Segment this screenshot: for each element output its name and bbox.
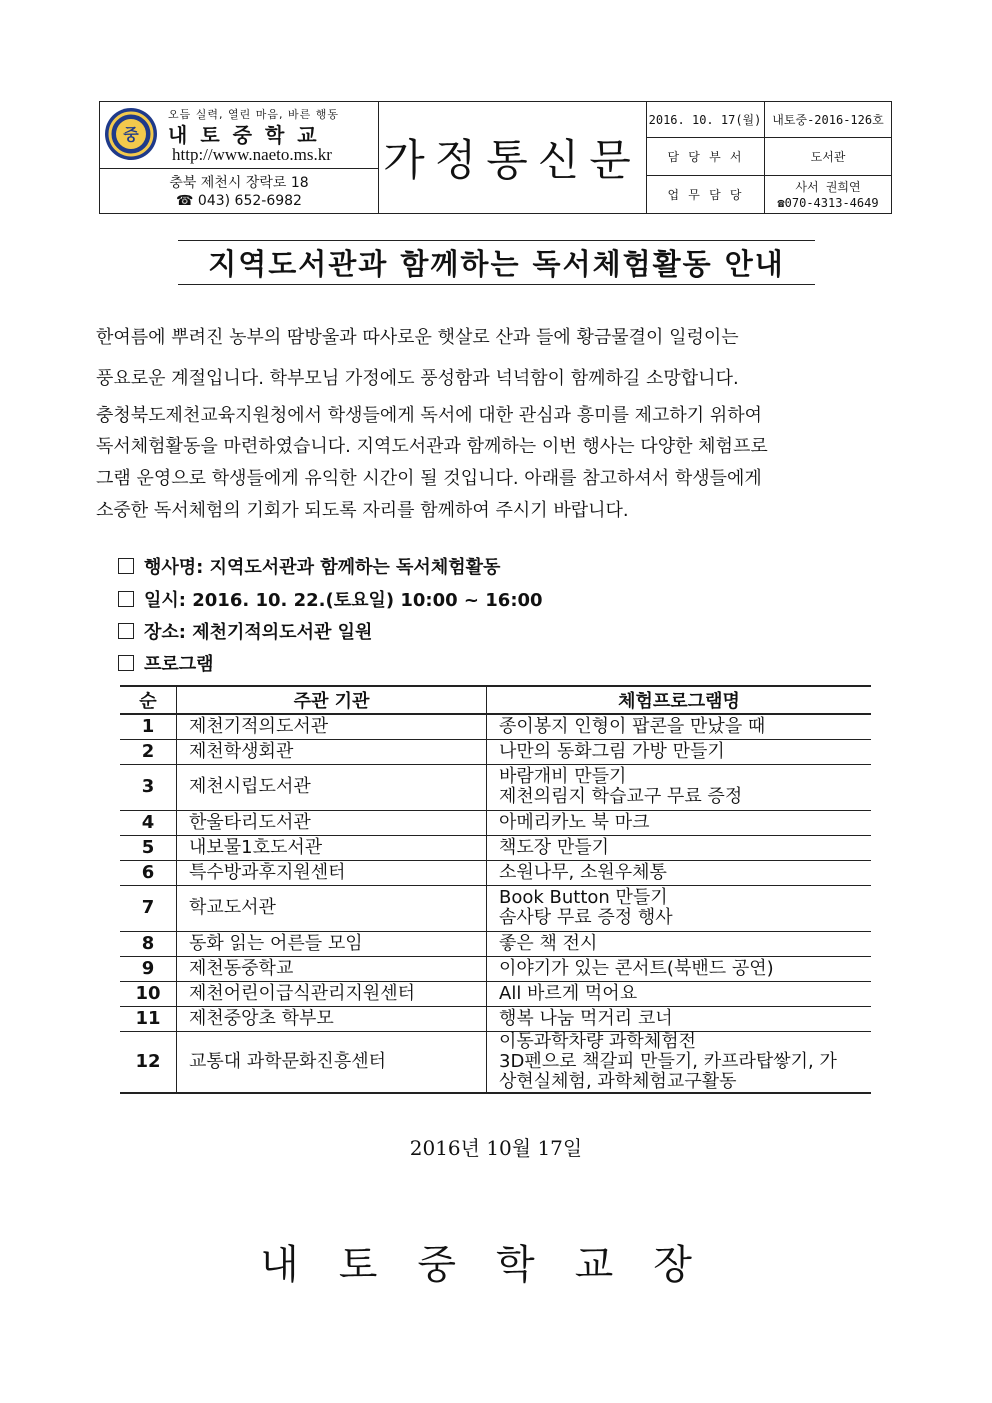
program-table-body [120, 714, 871, 1093]
table-row [120, 885, 871, 931]
program-line: 상현실체험, 과학체험교구활동 [499, 1070, 737, 1092]
row-number: 10 [120, 981, 177, 1006]
row-number: 12 [120, 1031, 177, 1093]
row-program [487, 1006, 872, 1031]
bullet-event-place [118, 618, 372, 644]
program-line: 행복 나눔 먹거리 코너 [499, 1007, 673, 1029]
school-info-block [100, 102, 379, 213]
program-line: 제천의림지 학습교구 무료 증정 [499, 786, 743, 807]
row-program [487, 835, 872, 860]
paragraph-2-line-3: 그램 운영으로 학생들에게 유익한 시간이 될 것입니다. 아래를 참고하셔서 학생들에게 [96, 468, 762, 489]
principal-signature: 내토중학교장 [260, 1242, 732, 1288]
staff-label: 업 무 담 당 [646, 176, 765, 213]
meta-row-dept [646, 138, 891, 176]
school-emblem-icon [104, 107, 158, 161]
meta-row-date [646, 102, 891, 138]
program-line: 이야기가 있는 콘서트(북밴드 공연) [499, 957, 774, 979]
row-program [487, 885, 872, 931]
row-program [487, 981, 872, 1006]
document-date: 2016. 10. 17(월) [646, 102, 765, 137]
row-number: 4 [120, 810, 177, 835]
program-line: 아메리카노 북 마크 [499, 811, 650, 833]
school-identity [100, 102, 378, 169]
letter-header [99, 101, 892, 214]
bullet-program-text: 프로그램 [144, 654, 214, 675]
row-number: 2 [120, 739, 177, 764]
program-line: All 바르게 먹어요 [499, 982, 638, 1004]
program-line: 좋은 책 전시 [499, 932, 598, 954]
document-meta [646, 102, 891, 213]
row-number: 1 [120, 714, 177, 739]
table-row [120, 764, 871, 810]
table-row [120, 860, 871, 885]
row-organization: 제천기적의도서관 [177, 714, 487, 739]
row-organization: 학교도서관 [177, 885, 487, 931]
program-line: 솜사탕 무료 증정 행사 [499, 907, 673, 928]
document-title: 지역도서관과 함께하는 독서체험활동 안내 [178, 240, 815, 285]
school-motto: 오듬 실력, 열린 마음, 바른 행동 [168, 108, 339, 121]
table-row [120, 1006, 871, 1031]
bullet-event-name-text: 행사명: 지역도서관과 함께하는 독서체험활동 [144, 557, 501, 578]
checkbox-square-icon [118, 623, 134, 639]
program-table [120, 685, 871, 1094]
document-number: 내토중-2016-126호 [772, 113, 884, 127]
row-number: 3 [120, 764, 177, 810]
row-program [487, 739, 872, 764]
dept-label: 담 당 부 서 [646, 138, 765, 175]
paragraph-1-line-1: 한여름에 뿌려진 농부의 땀방울과 따사로운 햇살로 산과 들에 황금물결이 일렁이는 [96, 327, 739, 348]
program-line: 종이봉지 인형이 팝콘을 만났을 때 [499, 715, 766, 737]
row-number: 5 [120, 835, 177, 860]
program-line: 3D펜으로 책갈피 만들기, 카프라탑쌓기, 가 [499, 1050, 837, 1072]
row-number: 9 [120, 956, 177, 981]
bullet-event-date [118, 586, 543, 612]
staff-name: 사서 권희연 [795, 179, 861, 194]
table-row [120, 931, 871, 956]
row-number: 6 [120, 860, 177, 885]
program-line: Book Button 만들기 [499, 887, 668, 908]
school-emblem-glyph: 중 [123, 125, 139, 144]
row-program [487, 764, 872, 810]
paragraph-2-line-1: 충청북도제천교육지원청에서 학생들에게 독서에 대한 관심과 흥미를 제고하기 위하여 [96, 405, 763, 426]
dept-value: 도서관 [810, 150, 846, 164]
row-organization: 특수방과후지원센터 [177, 860, 487, 885]
row-organization: 내보물1호도서관 [177, 835, 487, 860]
table-header-row [120, 686, 871, 714]
row-number: 8 [120, 931, 177, 956]
row-program [487, 810, 872, 835]
header-program: 체험프로그램명 [487, 686, 872, 714]
row-program [487, 931, 872, 956]
row-organization: 동화 읽는 어른들 모임 [177, 931, 487, 956]
school-address: 충북 제천시 장락로 18 [169, 175, 309, 191]
letter-type-title: 가정통신문 [378, 102, 647, 213]
header-org: 주관 기관 [177, 686, 487, 714]
row-organization: 교통대 과학문화진흥센터 [177, 1031, 487, 1093]
school-name: 내토중학교 [168, 123, 330, 147]
row-program [487, 956, 872, 981]
row-organization: 제천중앙초 학부모 [177, 1006, 487, 1031]
staff-phone: ☎070-4313-4649 [777, 195, 879, 210]
row-program [487, 714, 872, 739]
row-organization: 제천동중학교 [177, 956, 487, 981]
program-line: 소원나무, 소원우체통 [499, 861, 667, 883]
checkbox-square-icon [118, 558, 134, 574]
table-row [120, 981, 871, 1006]
bullet-program [118, 650, 214, 676]
program-line: 이동과학차량 과학체험전 [499, 1030, 696, 1052]
row-program [487, 860, 872, 885]
school-phone: ☎ 043) 652-6982 [176, 193, 302, 209]
staff-contact [765, 176, 891, 213]
row-number: 7 [120, 885, 177, 931]
row-program [487, 1031, 872, 1093]
bullet-event-name [118, 553, 500, 579]
row-organization: 제천시립도서관 [177, 764, 487, 810]
paragraph-1-line-2: 풍요로운 계절입니다. 학부모님 가정에도 풍성함과 넉넉함이 함께하길 소망합니다. [96, 368, 739, 389]
school-contact [100, 174, 378, 210]
table-row [120, 714, 871, 739]
issue-date: 2016년 10월 17일 [409, 1136, 583, 1160]
paragraph-2-line-2: 독서체험활동을 마련하였습니다. 지역도서관과 함께하는 이번 행사는 다양한 체험프로 [96, 436, 768, 457]
program-line: 바람개비 만들기 [499, 766, 627, 787]
paragraph-2-line-4: 소중한 독서체험의 기회가 되도록 자리를 함께하여 주시기 바랍니다. [96, 500, 629, 521]
table-row [120, 739, 871, 764]
bullet-event-place-text: 장소: 제천기적의도서관 일원 [144, 622, 373, 643]
meta-row-staff [646, 176, 891, 213]
row-organization: 한울타리도서관 [177, 810, 487, 835]
table-row [120, 956, 871, 981]
checkbox-square-icon [118, 655, 134, 671]
bullet-event-date-text: 일시: 2016. 10. 22.(토요일) 10:00 ~ 16:00 [144, 590, 543, 611]
table-row [120, 1031, 871, 1093]
row-organization: 제천어린이급식관리지원센터 [177, 981, 487, 1006]
row-organization: 제천학생회관 [177, 739, 487, 764]
row-number: 11 [120, 1006, 177, 1031]
header-num: 순 [120, 686, 177, 714]
table-row [120, 810, 871, 835]
school-url[interactable]: http://www.naeto.ms.kr [172, 145, 332, 164]
table-row [120, 835, 871, 860]
program-line: 나만의 동화그림 가방 만들기 [499, 740, 725, 762]
checkbox-square-icon [118, 591, 134, 607]
program-line: 책도장 만들기 [499, 836, 610, 858]
